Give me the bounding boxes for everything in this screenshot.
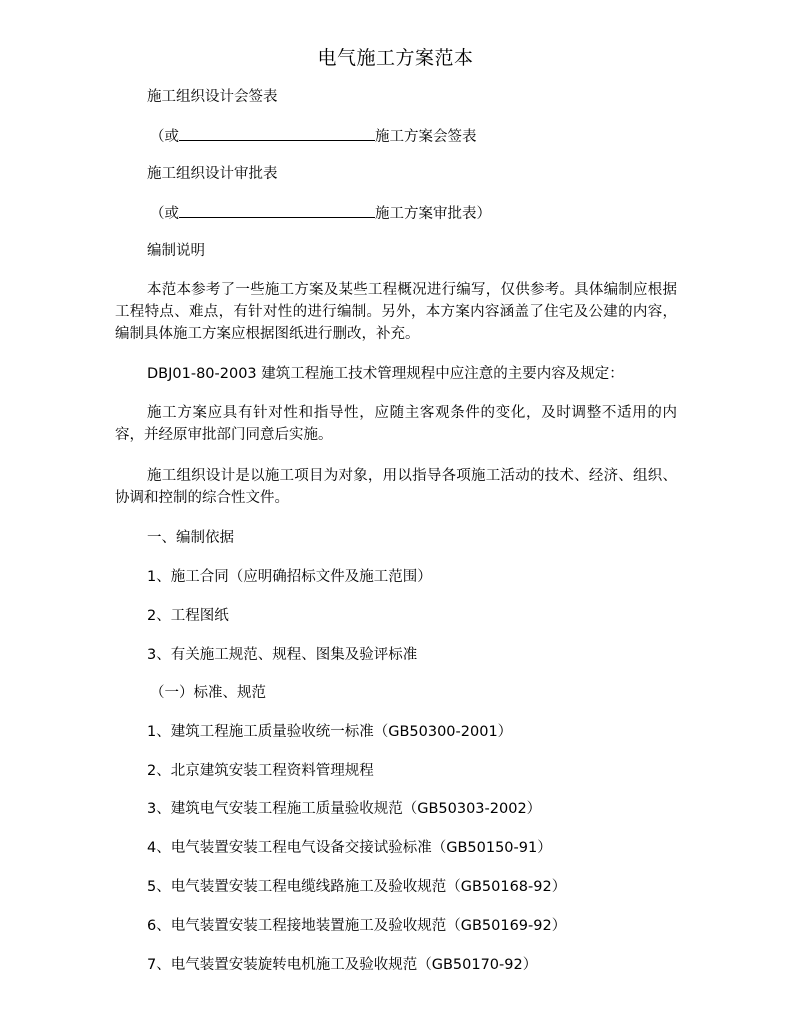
prep-paragraph: 本范本参考了一些施工方案及某些工程概况进行编写，仅供参考。具体编制应根据工程特点、难点，有针对性的进行编制。另外，本方案内容涵盖了住宅及公建的内容，编制具体施工方案应根据图纸进行删改，补充。: [115, 282, 677, 342]
standard-item: 7、电气装置安装旋转电机施工及验收规范（GB50170-92）: [147, 957, 538, 973]
sign-form-1-alt-prefix: （或: [150, 129, 179, 145]
fill-in-blank-2: [179, 202, 375, 218]
approval-form: 施工组织设计审批表: [147, 166, 278, 182]
paragraph-2: 施工方案应具有针对性和指导性，应随主客观条件的变化，及时调整不适用的内容，并经原审批部门同意后实施。: [115, 405, 677, 443]
subsection-heading: （一）标准、规范: [150, 685, 266, 701]
prep-heading: 编制说明: [147, 243, 205, 259]
section-1-heading: 一、编制依据: [147, 530, 234, 546]
sign-form-1-alt-suffix: 施工方案会签表: [375, 129, 477, 145]
standard-item: 6、电气装置安装工程接地装置施工及验收规范（GB50169-92）: [147, 918, 567, 934]
approval-form-alt: [150, 202, 712, 225]
regulation-line: DBJ01-80-2003 建筑工程施工技术管理规程中应注意的主要内容及规定：: [147, 366, 624, 382]
basis-item: 3、有关施工规范、规程、图集及验评标准: [147, 647, 418, 663]
approval-form-alt-prefix: （或: [150, 206, 179, 222]
sign-form-1-alt: [150, 125, 712, 148]
standard-item: 4、电气装置安装工程电气设备交接试验标准（GB50150-91）: [147, 840, 552, 856]
basis-item: 1、施工合同（应明确招标文件及施工范围）: [147, 569, 432, 585]
standard-item: 5、电气装置安装工程电缆线路施工及验收规范（GB50168-92）: [147, 879, 567, 895]
standard-item: 3、建筑电气安装工程施工质量验收规范（GB50303-2002）: [147, 801, 542, 817]
document-title: 电气施工方案范本: [317, 47, 474, 69]
fill-in-blank-1: [179, 125, 375, 141]
standard-item: 2、北京建筑安装工程资料管理规程: [147, 763, 374, 779]
approval-form-alt-suffix: 施工方案审批表）: [375, 206, 491, 222]
paragraph-3: 施工组织设计是以施工项目为对象，用以指导各项施工活动的技术、经济、组织、协调和控制的综合性文件。: [115, 468, 677, 506]
basis-item: 2、工程图纸: [147, 608, 229, 624]
standard-item: 1、建筑工程施工质量验收统一标准（GB50300-2001）: [147, 724, 513, 740]
sign-form-1: 施工组织设计会签表: [147, 89, 278, 105]
